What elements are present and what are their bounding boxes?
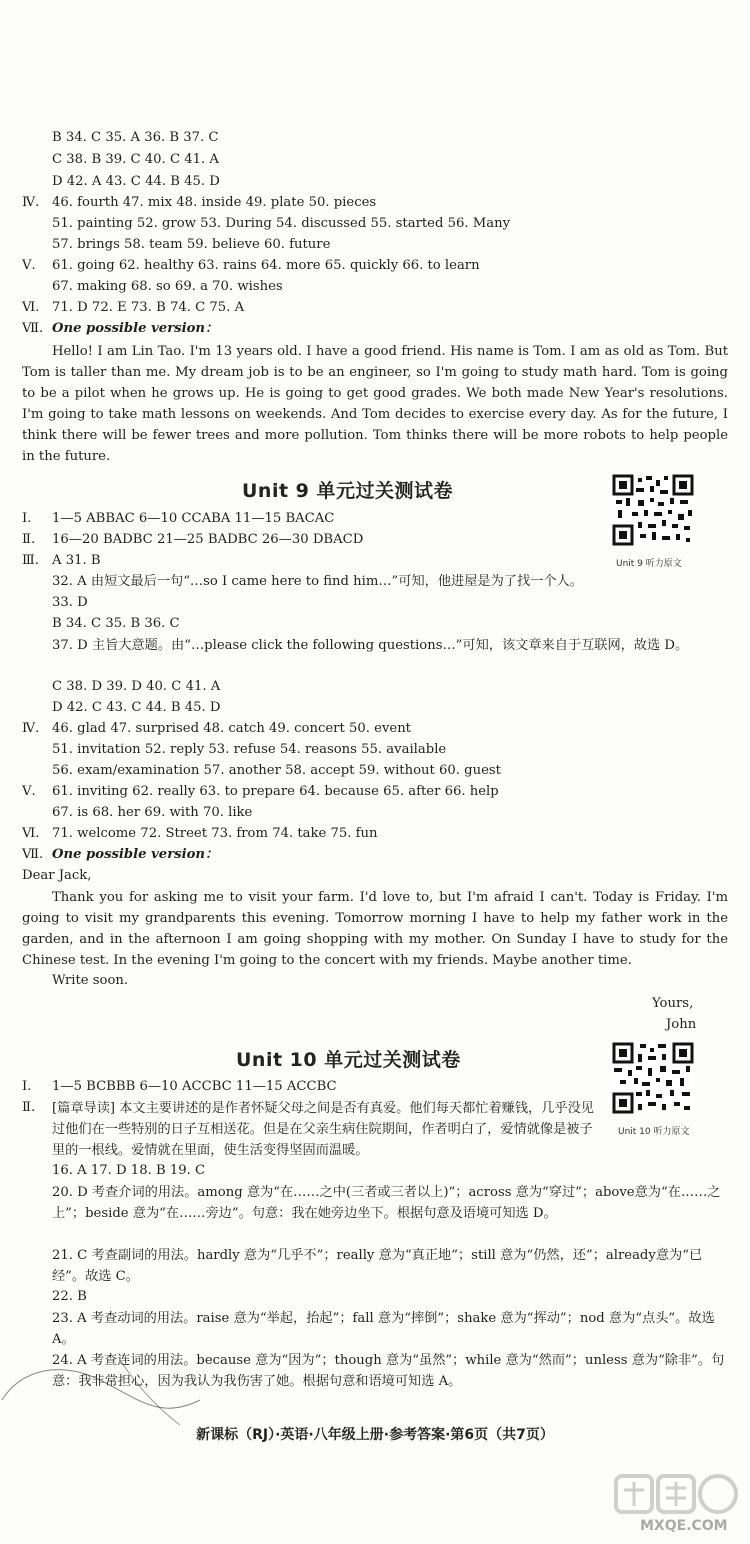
answer-line: 71. welcome 72. Street 73. from 74. take 75. fun (52, 826, 378, 841)
answer-line: 33. D (52, 595, 88, 610)
answer-line: D 42. A 43. C 44. B 45. D (52, 174, 220, 189)
page-footer: 新课标（RJ）·英语·八年级上册·参考答案·第6页（共7页） (196, 1427, 554, 1443)
letter-signature: John (666, 1017, 697, 1032)
section-number: Ⅳ. (22, 721, 40, 736)
section-number: Ⅲ. (22, 553, 39, 568)
section-number: Ⅰ. (22, 511, 32, 526)
section-number: Ⅵ. (22, 826, 40, 841)
qr-code-icon (612, 1042, 694, 1114)
section-number: Ⅶ. (22, 847, 44, 862)
answer-line: C 38. B 39. C 40. C 41. A (52, 152, 219, 167)
qr-caption: Unit 9 听力原文 (616, 559, 682, 569)
qr-code-icon (612, 474, 694, 546)
section-number: Ⅶ. (22, 321, 44, 336)
letter-signoff: Yours, (652, 996, 694, 1011)
answer-line: 67. making 68. so 69. a 70. wishes (52, 279, 283, 294)
watermark-url: MXQE.COM (640, 1518, 728, 1534)
answer-line: 51. invitation 52. reply 53. refuse 54. reasons 55. available (52, 742, 447, 757)
answer-line: 61. inviting 62. really 63. to prepare 64. because 65. after 66. help (52, 784, 499, 799)
answer-line: 16. A 17. D 18. B 19. C (52, 1163, 206, 1178)
answer-line: 61. going 62. healthy 63. rains 64. more 65. quickly 66. to learn (52, 258, 480, 273)
answer-line: 1—5 BCBBB 6—10 ACCBC 11—15 ACCBC (52, 1079, 337, 1094)
version-label: One possible version： (52, 321, 219, 336)
answer-line: 67. is 68. her 69. with 70. like (52, 805, 253, 820)
letter-salutation: Dear Jack, (22, 868, 92, 883)
section-number: Ⅰ. (22, 1079, 32, 1094)
section-number: Ⅱ. (22, 1100, 36, 1115)
letter-closing: Write soon. (52, 973, 129, 988)
passage-guide: [篇章导读] 本文主要讲述的是作者怀疑父母之间是否有真爱。他们每天都忙着赚钱，几乎没见过他们在一些特别的日子互相送花。但是在父亲生病住院期间，作者明白了，爱情就像是被子里的一根线。爱情就在里面，使生活变得坚固而温暖。 (52, 1101, 594, 1158)
model-letter: Thank you for asking me to visit your farm. I'd love to, but I'm afraid I can't. Today is Friday. I'm going to visit my grandparents this evening. Tomorrow morning I have to help my father work in the garden, and in the afternoon I am going shopping with my mother. On Sunday I have to study for the Chinese test. In the evening I'm going to the concert with my friends. Maybe another time. (22, 890, 728, 968)
answer-line: 46. fourth 47. mix 48. inside 49. plate 50. pieces (52, 195, 377, 210)
unit10-title: Unit 10 单元过关测试卷 (236, 1049, 461, 1071)
answer-explanation: 24. A 考查连词的用法。because 意为“因为”；though 意为“虽然”；while 意为“然而”；unless 意为“除非”。句意：我非常担心，因为我认为我伤害了她。根据句意和语境可知选 A。 (52, 1353, 725, 1389)
pen-scribble (0, 1340, 220, 1430)
answer-line: 1—5 ABBAC 6—10 CCABA 11—15 BACAC (52, 511, 335, 526)
answer-line: B 34. C 35. B 36. C (52, 616, 180, 631)
answer-line: 22. B (52, 1289, 87, 1304)
answer-line: B 34. C 35. A 36. B 37. C (52, 130, 219, 145)
answer-line: 51. painting 52. grow 53. During 54. discussed 55. started 56. Many (52, 216, 511, 231)
answer-explanation: 20. D 考查介词的用法。among 意为“在……之中(三者或三者以上)”；across 意为“穿过”；above意为“在……之上”；beside 意为“在……旁边”。句意：我在她旁边坐下。根据句意及语境可知选 D。 (52, 1185, 721, 1221)
unit9-title: Unit 9 单元过关测试卷 (242, 480, 453, 502)
version-label: One possible version： (52, 847, 219, 862)
section-number: Ⅴ. (22, 784, 36, 799)
answer-line: C 38. D 39. D 40. C 41. A (52, 679, 221, 694)
answer-line: 71. D 72. E 73. B 74. C 75. A (52, 300, 245, 315)
answer-explanation: 37. D 主旨大意题。由“…please click the following questions…”可知，该文章来自于互联网，故选 D。 (52, 638, 689, 653)
section-number: Ⅵ. (22, 300, 40, 315)
section-number: Ⅳ. (22, 195, 40, 210)
answer-line: 32. A 由短文最后一句“…so I came here to find him…”可知，他进屋是为了找一个人。 (52, 574, 583, 589)
answer-line: A 31. B (52, 553, 101, 568)
answer-line: 56. exam/examination 57. another 58. accept 59. without 60. guest (52, 763, 501, 778)
section-number: Ⅴ. (22, 258, 36, 273)
model-essay: Hello! I am Lin Tao. I'm 13 years old. I have a good friend. His name is Tom. I am as old as Tom. But Tom is taller than me. My dream job is to be an engineer, so I'm going to study math hard. Tom is going to be a pilot when he grows up. He is going to get good grades. We both made New Year's resolutions. I'm going to take math lessons on weekends. And Tom decides to exercise every day. As for the future, I think there will be fewer trees and more pollution. Tom thinks there will be more robots to help people in the future. (22, 344, 728, 464)
answer-line: 16—20 BADBC 21—25 BADBC 26—30 DBACD (52, 532, 364, 547)
answer-line: 46. glad 47. surprised 48. catch 49. concert 50. event (52, 721, 411, 736)
answer-explanation: 21. C 考查副词的用法。hardly 意为“几乎不”；really 意为“真正地”；still 意为“仍然，还”；already意为“已经”。故选 C。 (52, 1248, 703, 1284)
answer-explanation: 23. A 考查动词的用法。raise 意为“举起，抬起”；fall 意为“摔倒”；shake 意为“挥动”；nod 意为“点头”。故选 A。 (52, 1311, 715, 1347)
section-number: Ⅱ. (22, 532, 36, 547)
qr-caption: Unit 10 听力原文 (618, 1127, 690, 1137)
answer-line: 57. brings 58. team 59. believe 60. future (52, 237, 331, 252)
answer-line: D 42. C 43. C 44. B 45. D (52, 700, 221, 715)
